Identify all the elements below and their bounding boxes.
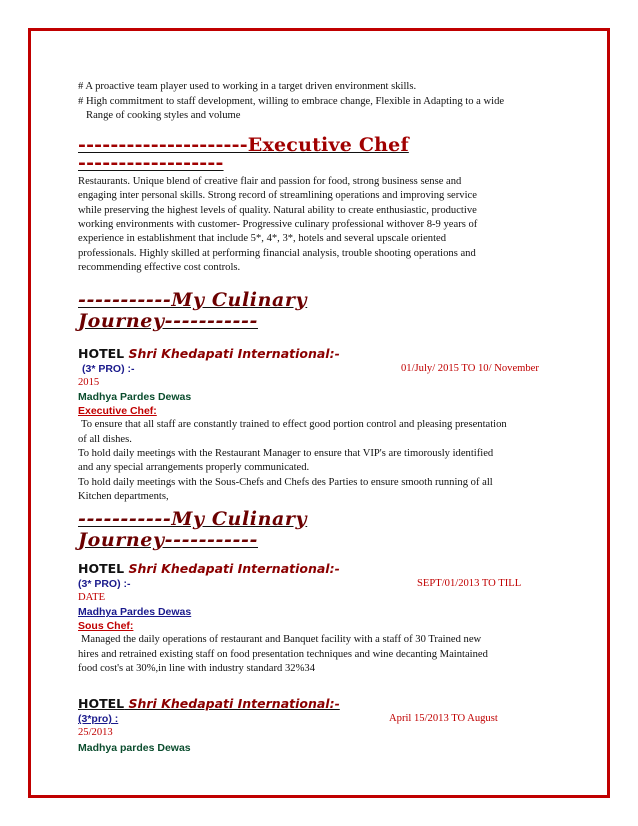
hotel-name: Shri Khedapati International:- <box>128 345 340 361</box>
duty-line: food cost's at 30%,in line with industry standard 32%34 <box>78 663 315 675</box>
job-role: Executive Chef: <box>78 405 157 418</box>
job-meta <box>78 712 560 726</box>
job-dates-cont: DATE <box>78 591 106 603</box>
job-dates-cont: 2015 <box>78 376 100 388</box>
job-entry <box>78 346 560 505</box>
job-dates-cont: 25/2013 <box>78 727 113 739</box>
profile-line: engaging inter personal skills. Strong record of streamlining operations and improving service <box>78 190 477 202</box>
profile-line: while preserving the highest levels of quality. Natural ability to create enthusiastic, productive <box>78 204 477 216</box>
duty-line: Kitchen departments, <box>78 491 169 503</box>
job-role: Sous Chef: <box>78 620 134 633</box>
hotel-name: Shri Khedapati International:- <box>128 560 340 576</box>
culinary-journey-heading: -----------My Culinary <box>78 507 308 530</box>
culinary-journey-heading: Journey----------- <box>78 528 258 551</box>
summary-line: # A proactive team player used to working in a target driven environment skills. <box>78 81 417 92</box>
job-location: Madhya Pardes Dewas <box>78 391 192 404</box>
duty-line: To hold daily meetings with the Restaurant Manager to ensure that VIP's are timorously identified <box>78 448 494 460</box>
summary-line: # High commitment to staff development, willing to embrace change, Flexible in Adapting to a wide <box>78 95 505 107</box>
profile-line: working environments with customer- Progressive culinary professional withover 8-9 years of <box>78 219 478 230</box>
job-meta <box>78 577 560 591</box>
job-dates: April 15/2013 TO August <box>389 713 498 725</box>
job-duties <box>78 633 560 676</box>
summary-line: Range of cooking styles and volume <box>86 110 241 122</box>
duty-line: To ensure that all staff are constantly trained to effect good portion control and pleasing presentation <box>81 419 507 431</box>
job-location: Madhya pardes Dewas <box>78 742 191 755</box>
hotel-word: HOTEL <box>78 560 125 576</box>
job-meta <box>78 362 560 376</box>
resume-body <box>78 80 560 755</box>
job-entry <box>78 561 560 677</box>
duty-line: hires and retrained existing staff on food presentation techniques and wine decanting Maintained <box>78 648 488 660</box>
hotel-title <box>78 561 560 577</box>
job-dates: SEPT/01/2013 TO TILL <box>417 577 522 589</box>
summary-section <box>78 80 560 124</box>
profile-line: professionals. Highly skilled at performing financial analysis, trouble shooting operations and <box>78 247 476 259</box>
culinary-journey-heading: -----------My Culinary <box>78 288 308 311</box>
duty-line: and any special arrangements properly communicated. <box>78 462 310 474</box>
profile-line: recommending effective cost controls. <box>78 262 241 274</box>
duty-line: Managed the daily operations of restaurant and Banquet facility with a staff of 30 Trained new <box>81 634 482 646</box>
job-dates: 01/July/ 2015 TO 10/ November <box>401 362 539 374</box>
profile-line: Restaurants. Unique blend of creative flair and passion for food, strong business sense and <box>78 175 462 187</box>
hotel-category: (3* PRO) :- <box>78 577 131 590</box>
hotel-word: HOTEL <box>78 696 125 712</box>
culinary-journey-heading: Journey----------- <box>78 309 258 332</box>
duty-line: To hold daily meetings with the Sous-Chefs and Chefs des Parties to ensure smooth running of all <box>78 476 493 488</box>
hotel-name: Shri Khedapati International:- <box>128 696 340 712</box>
executive-chef-heading-rule: ------------------ <box>78 151 224 174</box>
profile-paragraph <box>78 175 560 276</box>
duty-line: of all dishes. <box>78 433 132 445</box>
job-duties <box>78 418 560 504</box>
hotel-title <box>78 696 560 712</box>
job-location: Madhya Pardes Dewas <box>78 606 192 619</box>
hotel-category: (3*pro) : <box>78 713 119 726</box>
hotel-title <box>78 346 560 362</box>
hotel-word: HOTEL <box>78 345 125 361</box>
executive-chef-heading: ---------------------Executive Chef <box>78 133 409 156</box>
profile-line: experience in establishment that include 5*, 4*, 3*, hotels and several upscale oriented <box>78 233 447 245</box>
hotel-category: (3* PRO) :- <box>82 362 135 375</box>
job-entry <box>78 696 560 755</box>
